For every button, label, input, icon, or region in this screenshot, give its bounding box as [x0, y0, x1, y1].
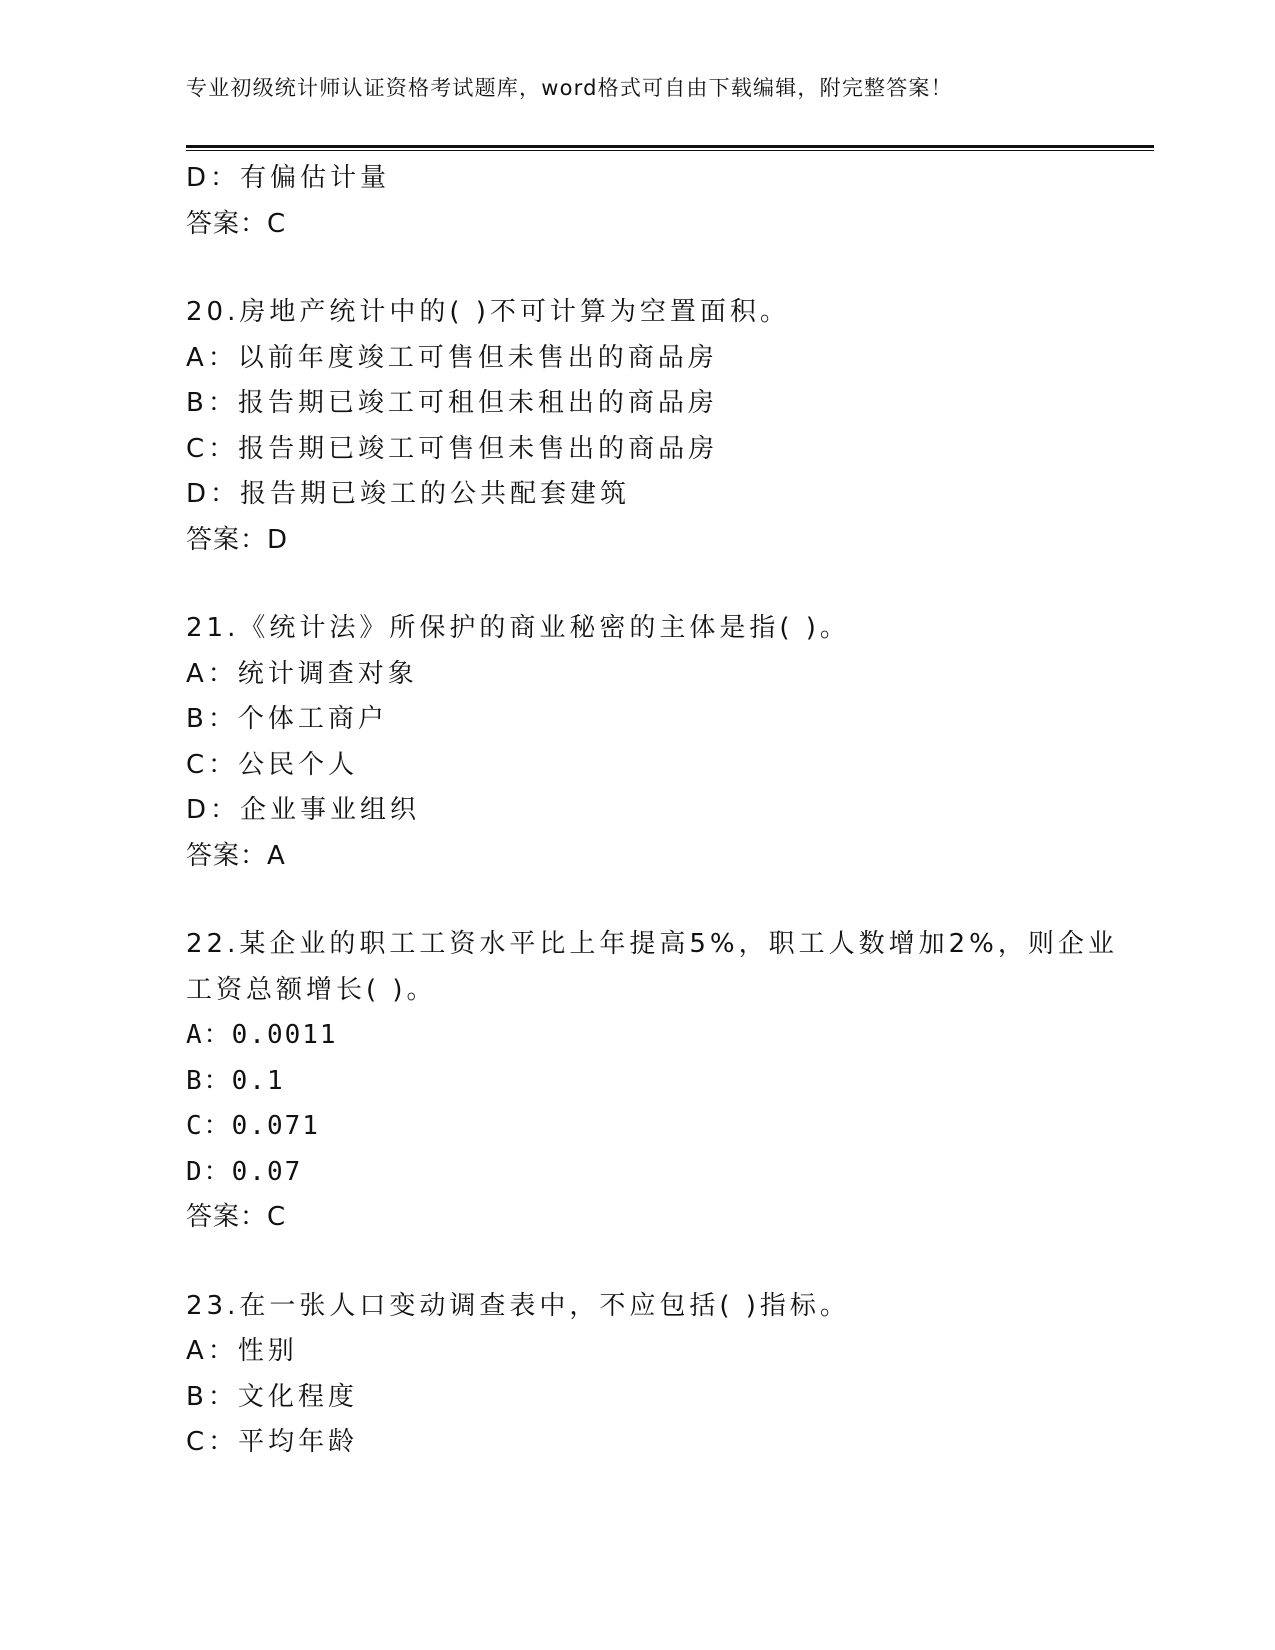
option-c: C：公民个人 — [186, 749, 359, 780]
question-21 — [186, 606, 1086, 879]
question-stem: 20.房地产统计中的( )不可计算为空置面积。 — [186, 297, 790, 327]
option-d: D：报告期已竣工的公共配套建筑 — [186, 479, 631, 509]
prev-question-tail — [186, 156, 1086, 247]
option-d: D：企业事业组织 — [186, 795, 421, 825]
option-c: C：报告期已竣工可售但未售出的商品房 — [186, 433, 719, 464]
option-a: A：性别 — [186, 1336, 298, 1366]
question-stem: 23.在一张人口变动调查表中，不应包括( )指标。 — [186, 1290, 850, 1321]
option-c: C：0.071 — [186, 1111, 320, 1141]
option-a: A：统计调查对象 — [186, 658, 418, 689]
option-a: A：以前年度竣工可售但未售出的商品房 — [186, 342, 718, 373]
question-content — [186, 156, 1118, 1466]
option-b: B：报告期已竣工可租但未租出的商品房 — [186, 388, 718, 418]
option-b: B：0.1 — [186, 1065, 285, 1096]
answer-line: 答案：C — [186, 208, 287, 239]
header-rule-thick — [186, 145, 1154, 148]
answer-line: 答案：D — [186, 524, 289, 555]
option-b: B：文化程度 — [186, 1381, 358, 1412]
option-b: B：个体工商户 — [186, 704, 388, 734]
header-rule-thin — [186, 150, 1154, 151]
question-stem: 21.《统计法》所保护的商业秘密的主体是指( )。 — [186, 613, 850, 643]
question-20 — [186, 290, 1086, 563]
answer-line: 答案：C — [186, 1202, 287, 1232]
option-d: D：有偏估计量 — [186, 163, 391, 193]
question-23 — [186, 1284, 1086, 1466]
answer-line: 答案：A — [186, 840, 286, 871]
option-a: A：0.0011 — [186, 1020, 338, 1050]
question-22 — [186, 922, 1118, 1241]
option-d: D：0.07 — [186, 1156, 303, 1187]
question-stem-line-1: 22.某企业的职工工资水平比上年提高5%，职工人数增加2%，则企业 — [186, 929, 1118, 959]
question-stem-line-2: 工资总额增长( )。 — [186, 974, 437, 1005]
option-c: C：平均年龄 — [186, 1427, 359, 1457]
page-header: 专业初级统计师认证资格考试题库，word格式可自由下载编辑，附完整答案！ — [186, 76, 953, 100]
